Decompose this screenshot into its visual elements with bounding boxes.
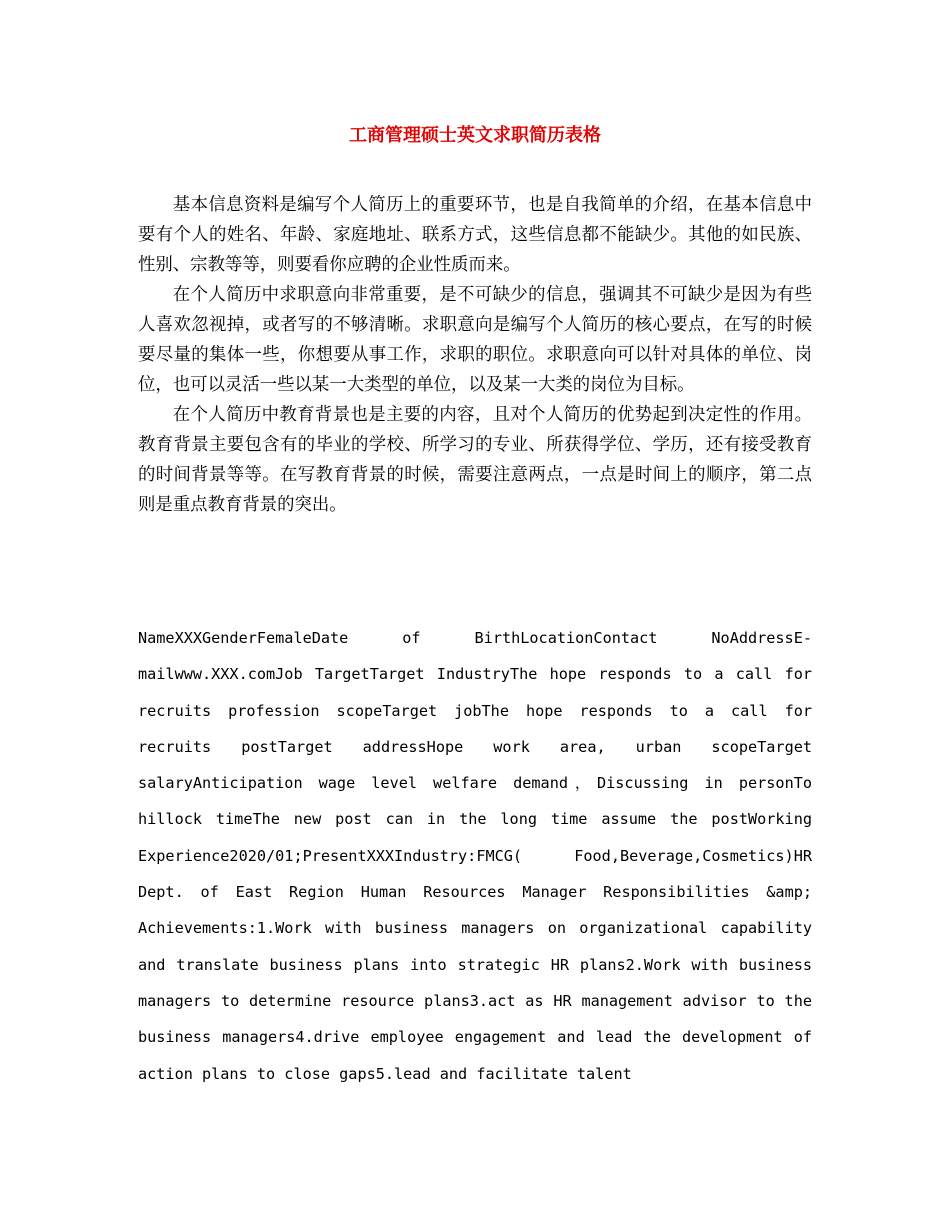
paragraph-job-intention: 在个人简历中求职意向非常重要，是不可缺少的信息，强调其不可缺少是因为有些人喜欢忽视掉，或者写的不够清晰。求职意向是编写个人简历的核心要点，在写的时候要尽量的集体一些，你想要从事工作，求职的职位。求职意向可以针对具体的单位、岗位，也可以灵活一些以某一大类型的单位，以及某一大类的岗位为目标。 bbox=[138, 285, 812, 395]
paragraph-education: 在个人简历中教育背景也是主要的内容，且对个人简历的优势起到决定性的作用。教育背景主要包含有的毕业的学校、所学习的专业、所获得学位、学历，还有接受教育的时间背景等等。在写教育背景的时候，需要注意两点，一点是时间上的顺序，第二点则是重点教育背景的突出。 bbox=[138, 405, 812, 515]
english-resume-text: NameXXXGenderFemaleDate of BirthLocationContact NoAddressE-mailwww.XXX.comJob TargetTarget IndustryThe hope responds to a call for recruits profession scopeTarget jobThe hope responds to a call for recruits postTarget addressHope work area, urban scopeTarget salaryAnticipation wage level welfare demand，Discussing in personTo hillock timeThe new post can in the long time assume the postWorking Experience2020/01;PresentXXXIndustry:FMCG( Food,Beverage,Cosmetics)HR Dept. of East Region Human Resources Manager Responsibilities &amp; Achievements:1.Work with business managers on organizational capability and translate business plans into strategic HR plans2.Work with business managers to determine resource plans3.act as HR management advisor to the business managers4.drive employee engagement and lead the development of action plans to close gaps5.lead and facilitate talent bbox=[138, 629, 812, 1083]
chinese-body bbox=[138, 190, 812, 520]
document-title: 工商管理硕士英文求职简历表格 bbox=[349, 125, 601, 146]
paragraph-basic-info: 基本信息资料是编写个人简历上的重要环节，也是自我简单的介绍，在基本信息中要有个人的姓名、年龄、家庭地址、联系方式，这些信息都不能缺少。其他的如民族、性别、宗教等等，则要看你应聘的企业性质而来。 bbox=[138, 195, 812, 275]
